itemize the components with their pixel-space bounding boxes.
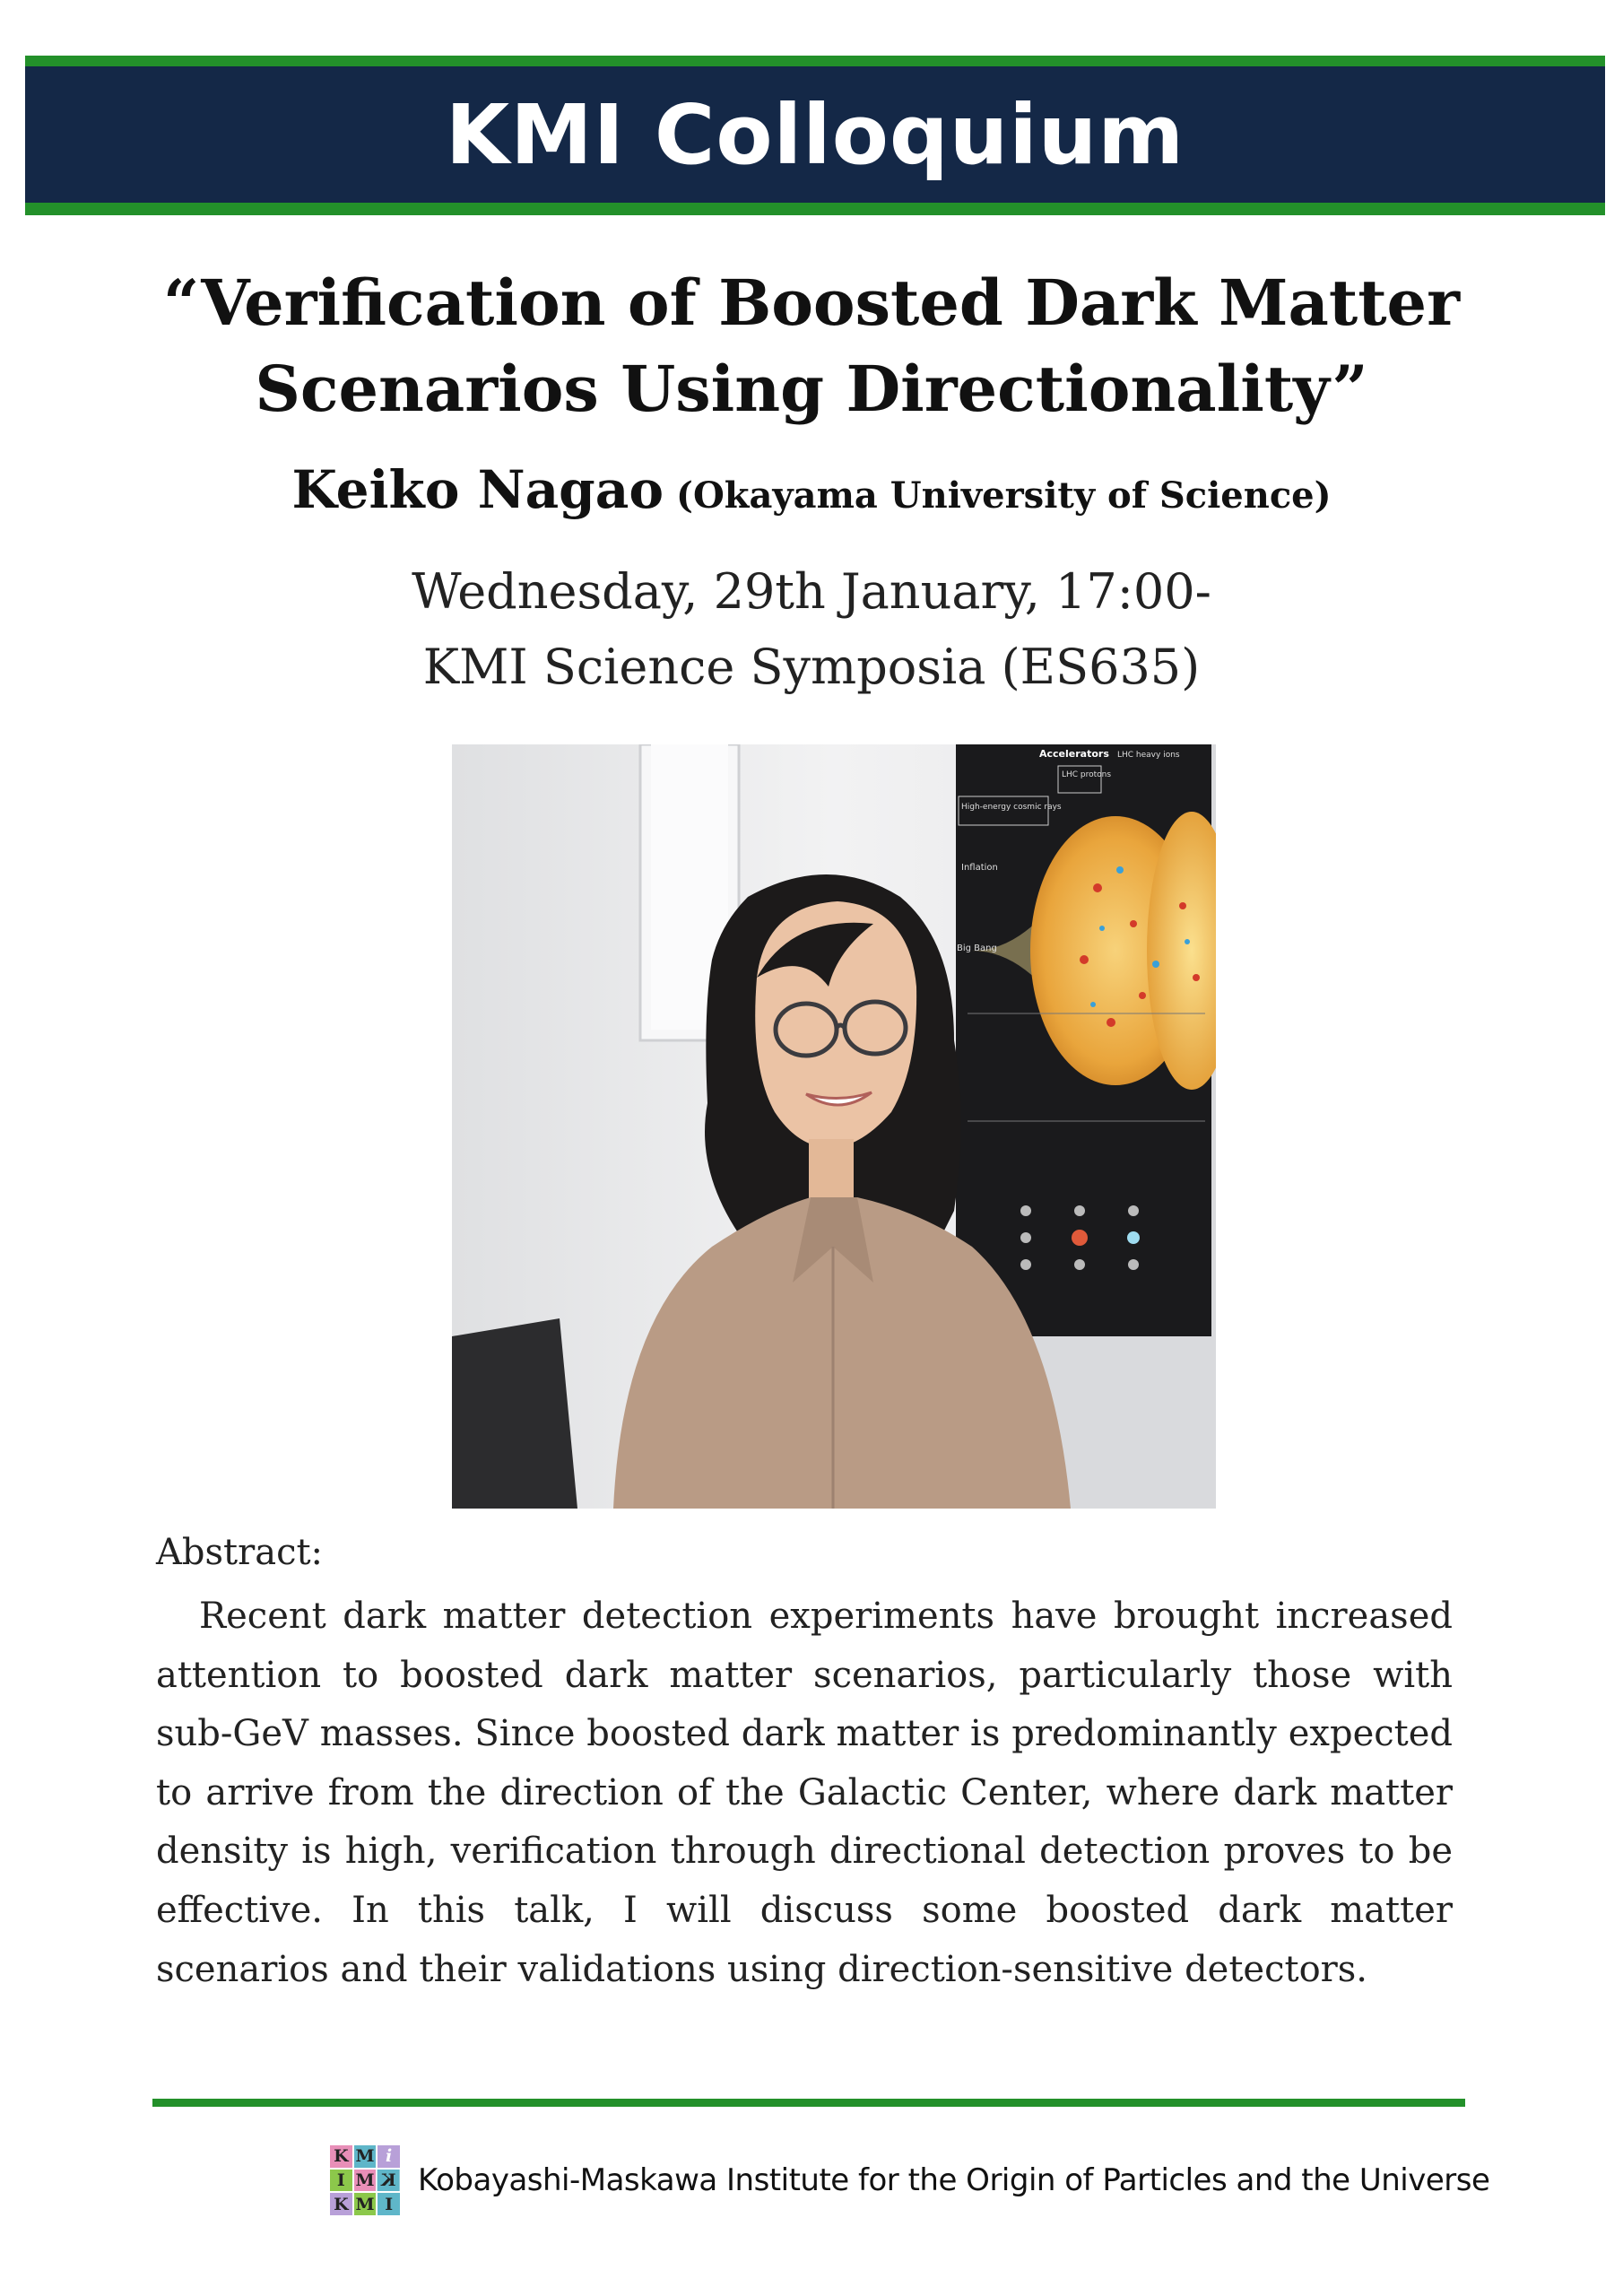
kmi-logo <box>330 2145 400 2215</box>
talk-title-line-1: “Verification of Boosted Dark Matter <box>163 265 1460 340</box>
speaker-photo-illustration <box>452 744 1216 1509</box>
event-datetime: Wednesday, 29th January, 17:00- <box>412 563 1211 620</box>
speaker-affiliation: (Okayama University of Science) <box>676 474 1332 517</box>
banner-background <box>25 66 1605 203</box>
physics-poster <box>956 744 1216 1336</box>
poster-label-lhc-heavy-ions: LHC heavy ions <box>1117 751 1180 760</box>
speaker-name: Keiko Nagao <box>291 459 664 520</box>
banner-bottom-stripe <box>25 203 1605 215</box>
poster-label-big-bang: Big Bang <box>957 944 997 953</box>
footer-divider <box>152 2099 1465 2107</box>
banner-title: KMI Colloquium <box>445 86 1185 183</box>
banner-top-stripe <box>25 56 1605 66</box>
logo-letter: M <box>355 2194 375 2214</box>
logo-letter: K <box>330 2145 352 2168</box>
logo-letter: I <box>330 2170 352 2192</box>
logo-letter: i <box>378 2145 400 2168</box>
institute-name: Kobayashi-Maskawa Institute for the Origin of Particles and the Universe <box>418 2162 1490 2198</box>
talk-title-line-2: Scenarios Using Directionality” <box>255 352 1368 426</box>
logo-letter: M <box>355 2146 375 2167</box>
speaker <box>0 459 1623 520</box>
logo-letter: M <box>355 2170 375 2190</box>
abstract-text: Recent dark matter detection experiments have brought increased attention to boosted dark matter scenarios, particularly those with sub-GeV masses. Since boosted dark matter is predominantly expected to arrive from the direction of the Galactic Center, where dark matter density is high, verification through directional detection proves to be effective. In this talk, I will discuss some boosted dark matter scenarios and their validations using direction-sensitive detectors. <box>156 1596 1453 1990</box>
speaker-photo <box>452 744 1216 1509</box>
abstract-label: Abstract: <box>156 1532 324 1573</box>
logo-letter: K <box>378 2170 400 2192</box>
footer <box>330 2145 1489 2215</box>
talk-title <box>108 260 1515 432</box>
logo-letter: I <box>378 2193 400 2215</box>
poster-label-inflation: Inflation <box>961 863 998 873</box>
poster-label-cosmic-rays: High-energy cosmic rays <box>961 803 1062 812</box>
logo-letter: K <box>330 2193 352 2215</box>
poster-label-accelerators: Accelerators <box>1039 748 1109 760</box>
event-venue: KMI Science Symposia (ES635) <box>422 639 1201 695</box>
poster-label-lhc-protons: LHC protons <box>1062 770 1112 779</box>
colloquium-banner <box>25 56 1605 215</box>
